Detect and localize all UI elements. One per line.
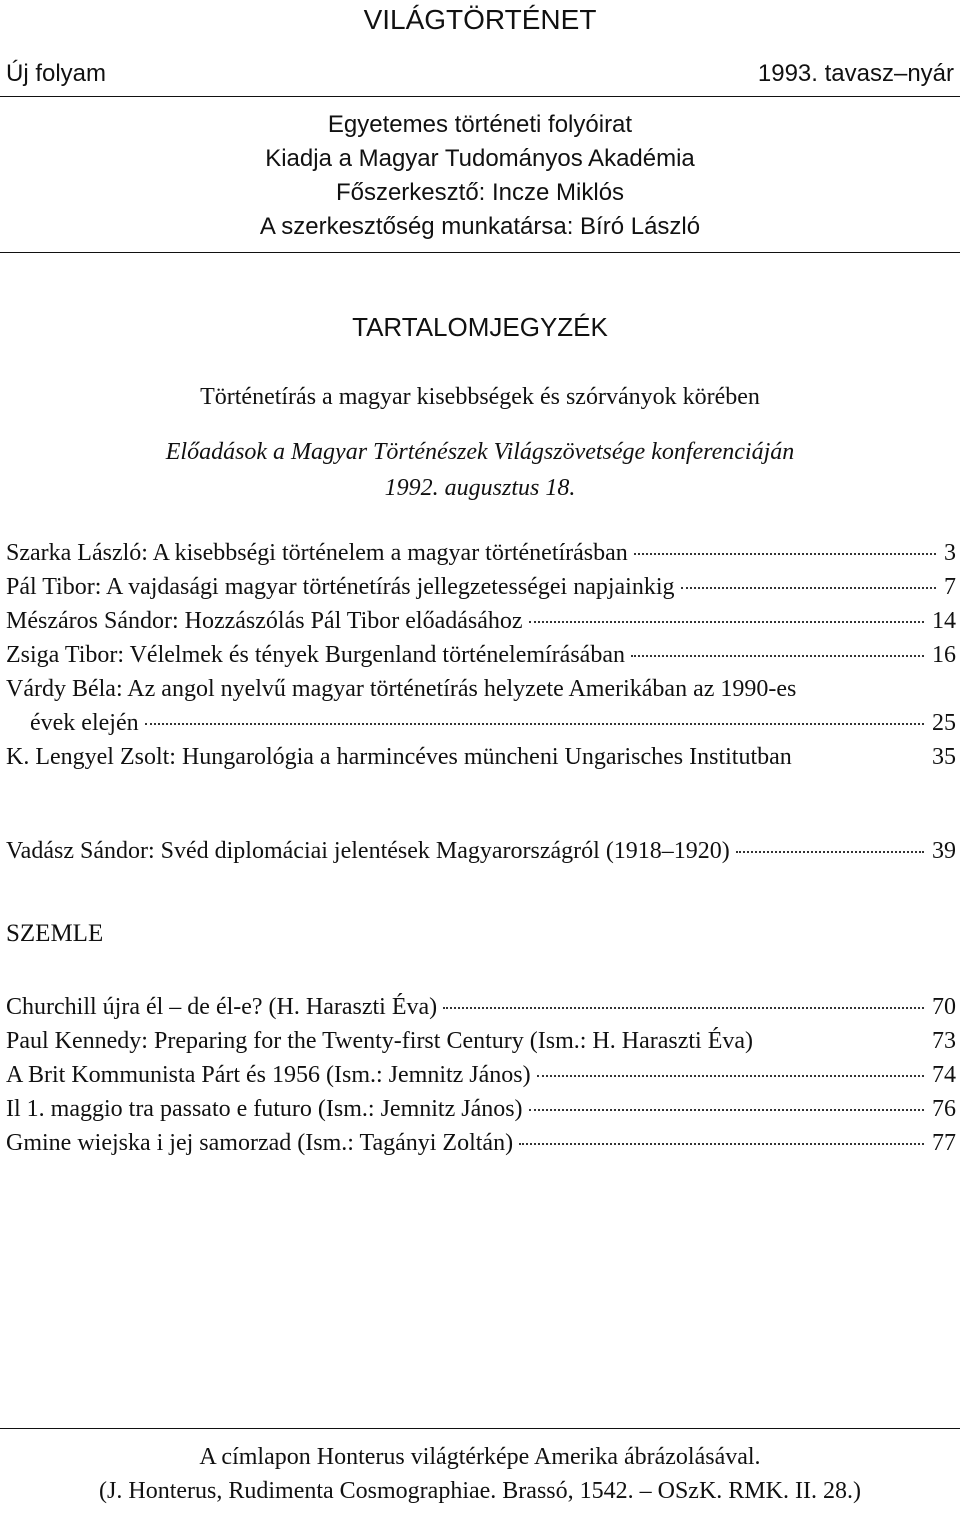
- series-label: Új folyam: [6, 60, 107, 87]
- toc-entry-wrapped[interactable]: [6, 672, 956, 740]
- cover-note-source: (J. Honterus, Rudimenta Cosmographiae. Brassó, 1542. – OSzK. RMK. II. 28.): [99, 1478, 861, 1504]
- review-entry[interactable]: [6, 990, 956, 1024]
- review-entry-title: Churchill újra él – de él-e? (H. Haraszti Éva): [6, 994, 438, 1020]
- masthead-line-editor: Főszerkesztő: Incze Miklós: [335, 179, 625, 206]
- szemle-heading: SZEMLE: [6, 920, 104, 947]
- masthead-line-publisher: Kiadja a Magyar Tudományos Akadémia: [265, 145, 695, 172]
- masthead: [0, 108, 960, 244]
- toc-heading: TARTALOMJEGYZÉK: [352, 312, 608, 342]
- dot-leader: [631, 655, 924, 657]
- toc-entry-page: 39: [932, 838, 956, 864]
- review-entry-page: 73: [932, 1028, 956, 1054]
- review-entry[interactable]: [6, 1024, 956, 1058]
- toc-list: [6, 536, 956, 774]
- review-entry-page: 77: [932, 1130, 956, 1156]
- dot-leader: [145, 723, 924, 725]
- toc-entry-title: Mészáros Sándor: Hozzászólás Pál Tibor előadásához: [6, 608, 523, 634]
- masthead-divider: [0, 252, 960, 253]
- masthead-line-subtitle: Egyetemes történeti folyóirat: [327, 111, 633, 138]
- toc-entry-page: 14: [932, 608, 956, 634]
- footer-divider: [0, 1428, 960, 1429]
- dot-leader: [736, 851, 924, 853]
- toc-entry-continuation: [6, 706, 956, 740]
- toc-entry[interactable]: [6, 638, 956, 672]
- section-title: Történetírás a magyar kisebbségek és szórványok körében: [200, 384, 760, 410]
- szemle-list: [6, 990, 956, 1160]
- dot-leader: [529, 1109, 924, 1111]
- dot-leader: [634, 553, 936, 555]
- review-entry-title: A Brit Kommunista Párt és 1956 (Ism.: Jemnitz János): [6, 1062, 531, 1088]
- journal-title: VILÁGTÖRTÉNET: [363, 4, 597, 35]
- toc-entry[interactable]: [6, 834, 956, 868]
- toc-entry-title: Szarka László: A kisebbségi történelem a magyar történetírásban: [6, 540, 628, 566]
- dot-leader: [529, 621, 924, 623]
- toc-entry-page: 35: [932, 744, 956, 770]
- masthead-line-staff: A szerkesztőség munkatársa: Bíró László: [259, 213, 701, 240]
- section-subtitle: [0, 434, 960, 506]
- dot-leader: [519, 1143, 924, 1145]
- review-entry[interactable]: [6, 1126, 956, 1160]
- section-subtitle-date: 1992. augusztus 18.: [384, 475, 576, 501]
- toc-entry-title-continued: évek elején: [30, 710, 139, 736]
- cover-note: [0, 1440, 960, 1508]
- cover-note-line: A címlapon Honterus világtérképe Amerika ábrázolásával.: [199, 1444, 761, 1470]
- toc-entry-page: 3: [944, 540, 956, 566]
- toc-entry-title: Pál Tibor: A vajdasági magyar történetírás jellegzetességei napjainkig: [6, 574, 675, 600]
- toc-entry[interactable]: [6, 740, 956, 774]
- toc-entry-page: 7: [944, 574, 956, 600]
- toc-standalone: [6, 834, 956, 868]
- review-entry-title: Gmine wiejska i jej samorzad (Ism.: Tagányi Zoltán): [6, 1130, 514, 1156]
- dot-leader: [443, 1007, 924, 1009]
- toc-entry[interactable]: [6, 570, 956, 604]
- review-entry[interactable]: [6, 1058, 956, 1092]
- toc-entry-page: 25: [932, 710, 956, 736]
- review-entry-title: Il 1. maggio tra passato e futuro (Ism.: Jemnitz János): [6, 1096, 523, 1122]
- review-entry-page: 76: [932, 1096, 956, 1122]
- dot-leader: [681, 587, 936, 589]
- section-subtitle-line: Előadások a Magyar Történészek Világszövetsége konferenciáján: [165, 439, 795, 465]
- header-divider: [0, 96, 960, 97]
- review-entry-title: Paul Kennedy: Preparing for the Twenty-first Century (Ism.: H. Haraszti Éva): [6, 1028, 754, 1054]
- toc-entry-title: Várdy Béla: Az angol nyelvű magyar történetírás helyzete Amerikában az 1990-es: [6, 676, 797, 702]
- toc-entry-page: 16: [932, 642, 956, 668]
- review-entry-page: 74: [932, 1062, 956, 1088]
- review-entry-page: 70: [932, 994, 956, 1020]
- toc-entry[interactable]: [6, 604, 956, 638]
- toc-entry-title: Zsiga Tibor: Vélelmek és tények Burgenland történelemírásában: [6, 642, 625, 668]
- dot-leader: [537, 1075, 924, 1077]
- toc-entry-title: Vadász Sándor: Svéd diplomáciai jelentések Magyarországról (1918–1920): [6, 838, 730, 864]
- review-entry[interactable]: [6, 1092, 956, 1126]
- issue-label: 1993. tavasz–nyár: [757, 60, 954, 87]
- toc-entry-title: K. Lengyel Zsolt: Hungarológia a harmincéves müncheni Ungarisches Institutban: [6, 744, 792, 770]
- toc-entry[interactable]: [6, 536, 956, 570]
